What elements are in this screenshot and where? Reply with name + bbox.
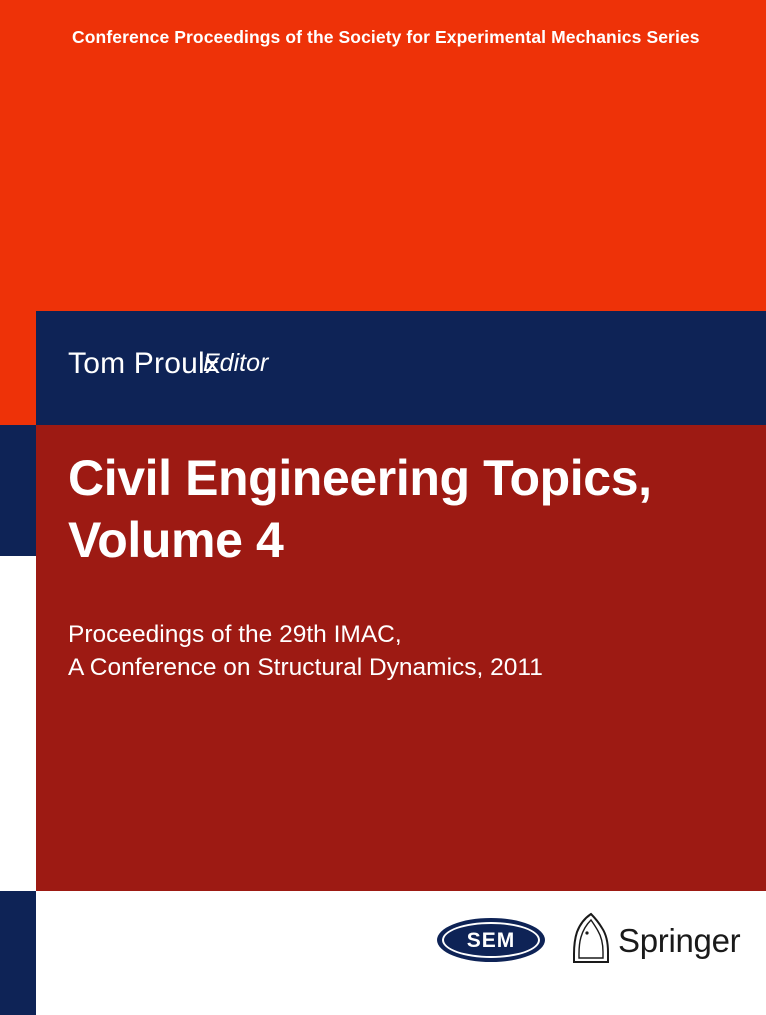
springer-logo [568, 910, 741, 970]
book-subtitle-line-1: Proceedings of the 29th IMAC, [68, 621, 402, 648]
springer-wordmark: Springer [618, 922, 741, 959]
book-title-line-2: Volume 4 [68, 512, 284, 568]
book-subtitle [68, 618, 728, 684]
spine-strip-lower [0, 891, 36, 1015]
book-title [68, 447, 728, 571]
series-title: Conference Proceedings of the Society for Experimental Mechanics Series [72, 27, 700, 47]
sem-logo [437, 908, 545, 970]
book-title-line-1: Civil Engineering Topics, [68, 450, 652, 506]
editor-name: Tom Proulx [68, 347, 221, 380]
editor-role-label: Editor [203, 349, 269, 377]
spine-gap-white [0, 556, 36, 891]
springer-knight-icon [568, 912, 614, 964]
book-subtitle-line-2: A Conference on Structural Dynamics, 2011 [68, 654, 543, 681]
sem-logo-text: SEM [466, 929, 516, 952]
spine-strip-upper [0, 425, 36, 556]
